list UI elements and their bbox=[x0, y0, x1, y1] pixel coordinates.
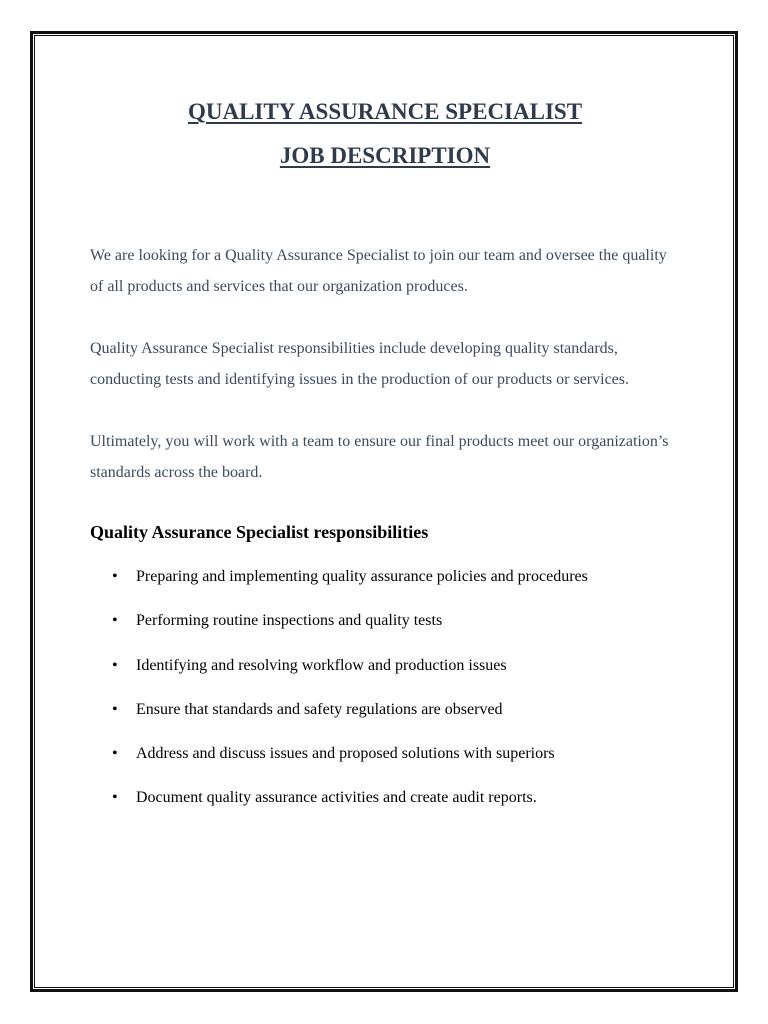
list-item-text: Address and discuss issues and proposed solutions with superiors bbox=[136, 745, 555, 763]
list-item-text: Ensure that standards and safety regulations are observed bbox=[136, 700, 503, 718]
intro-paragraph-2: Quality Assurance Specialist responsibilities include developing quality standards, conducting tests and identifying issues in the production of our products or services. bbox=[90, 340, 630, 388]
list-item bbox=[90, 699, 680, 721]
document-body bbox=[90, 90, 680, 832]
list-item-text: Performing routine inspections and quality tests bbox=[136, 612, 443, 630]
list-item-text: Identifying and resolving workflow and production issues bbox=[136, 656, 507, 674]
list-item bbox=[90, 787, 680, 809]
responsibilities-list bbox=[90, 566, 680, 809]
intro-paragraph-3: Ultimately, you will work with a team to ensure our final products meet our organization’s standards across the board. bbox=[90, 433, 669, 481]
list-item bbox=[90, 566, 680, 588]
list-item bbox=[90, 610, 680, 632]
bullet-icon: • bbox=[112, 656, 118, 674]
intro-paragraph-1: We are looking for a Quality Assurance Specialist to join our team and oversee the quality of all products and services that our organization produces. bbox=[90, 247, 667, 295]
list-item-text: Document quality assurance activities and create audit reports. bbox=[136, 789, 537, 807]
list-item bbox=[90, 743, 680, 765]
list-item-text: Preparing and implementing quality assurance policies and procedures bbox=[136, 568, 588, 585]
intro-section bbox=[90, 240, 680, 488]
bullet-icon: • bbox=[112, 568, 118, 585]
responsibilities-heading: Quality Assurance Specialist responsibilities bbox=[90, 522, 429, 542]
bullet-icon: • bbox=[112, 612, 118, 630]
document-title-line-1: QUALITY ASSURANCE SPECIALIST bbox=[187, 99, 583, 124]
bullet-icon: • bbox=[112, 789, 118, 807]
list-item bbox=[90, 655, 680, 677]
bullet-icon: • bbox=[112, 700, 118, 718]
document-title-line-2: JOB DESCRIPTION bbox=[279, 143, 491, 168]
bullet-icon: • bbox=[112, 745, 118, 763]
